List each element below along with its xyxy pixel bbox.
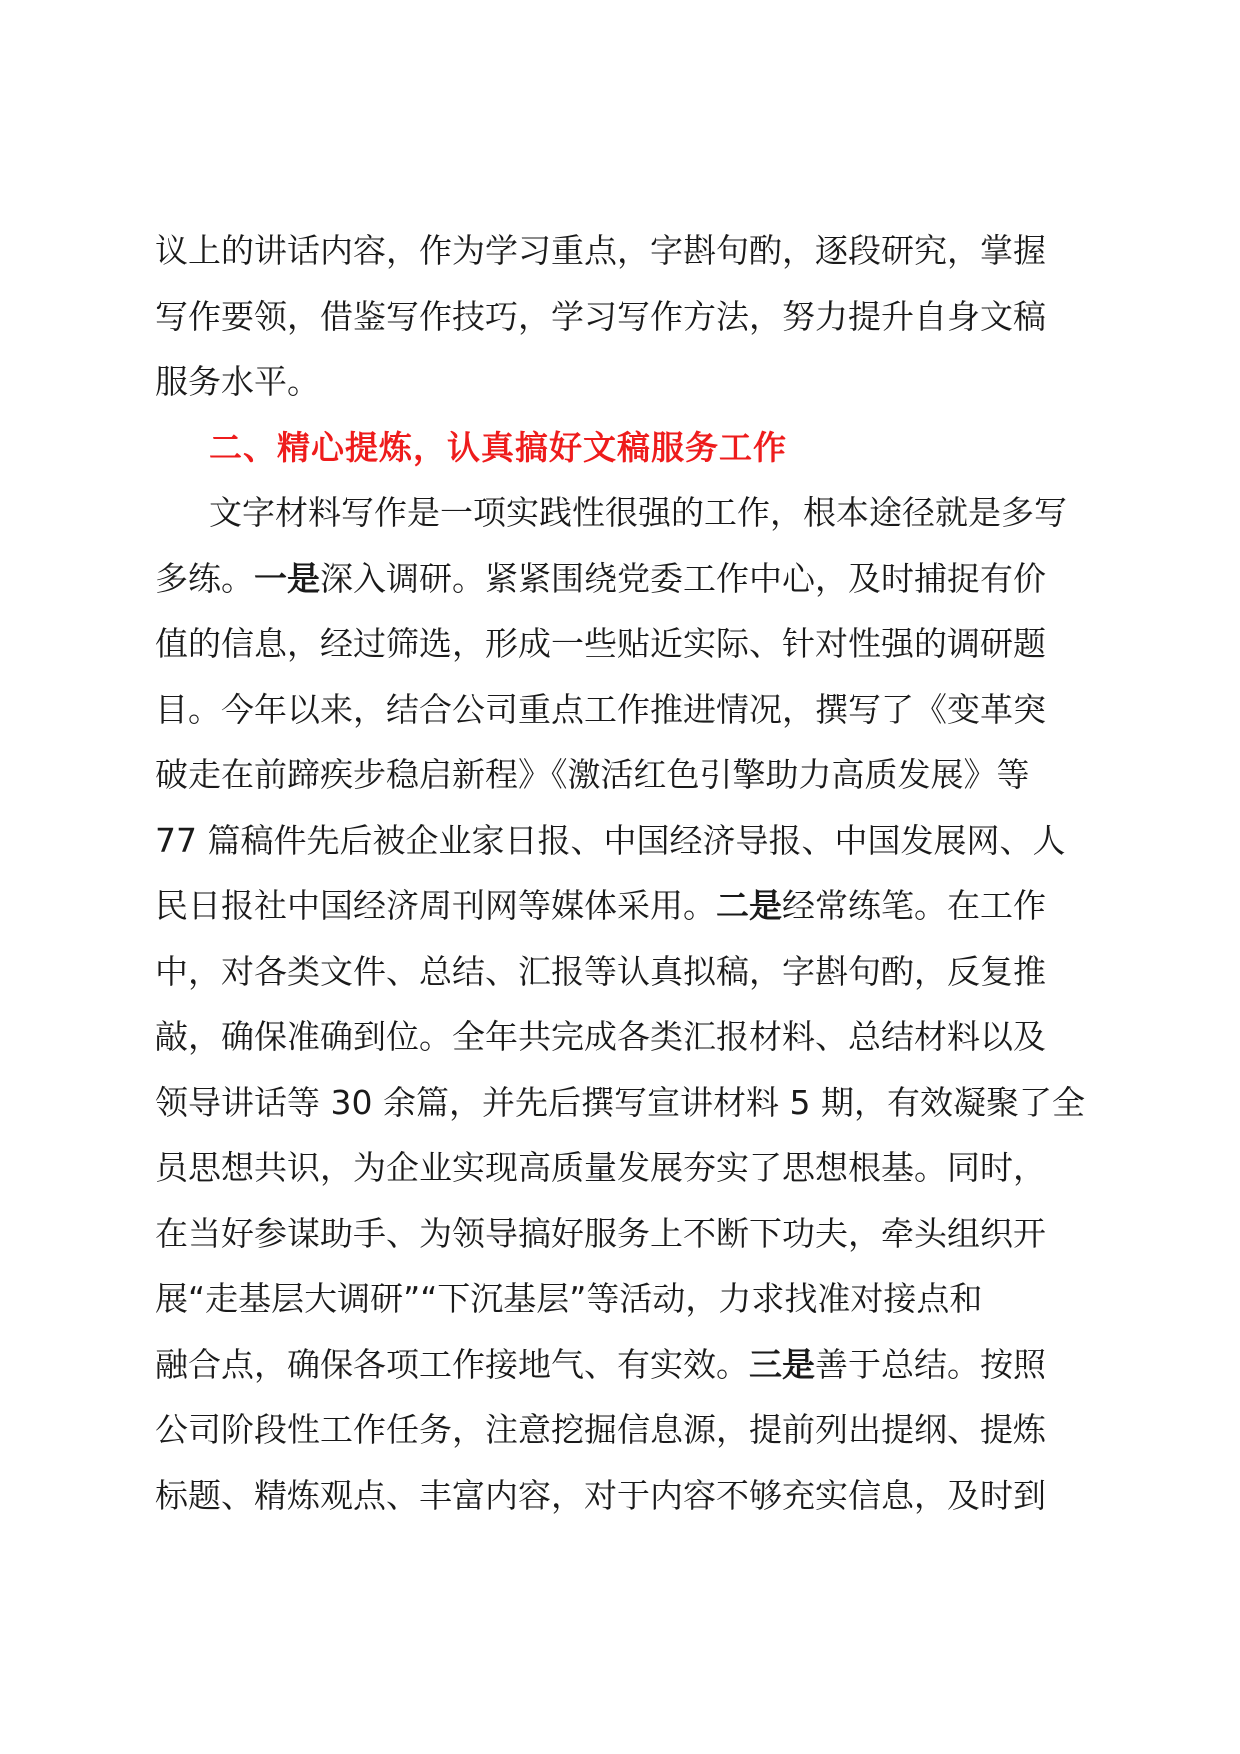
text-line: 敲，确保准确到位。全年共完成各类汇报材料、总结材料以及 <box>155 1017 1046 1056</box>
text-line: 展“走基层大调研”“下沉基层”等活动，力求找准对接点和 <box>155 1279 983 1318</box>
text-segment: 融合点，确保各项工作接地气、有实效。 <box>155 1344 749 1384</box>
text-line <box>155 1332 1095 1398</box>
text-line: 中，对各类文件、总结、汇报等认真拟稿，字斟句酌，反复推 <box>155 951 1046 991</box>
text-line: 标题、精炼观点、丰富内容，对于内容不够充实信息，及时到 <box>155 1475 1046 1515</box>
text-line: 员思想共识，为企业实现高质量发展夯实了思想根基。同时， <box>155 1148 1046 1187</box>
document-body <box>155 218 1095 1528</box>
bold-keyword: 一是 <box>254 558 320 598</box>
text-segment: 深入调研。紧紧围绕党委工作中心，及时捕捉有价 <box>320 558 1046 598</box>
bold-keyword: 二是 <box>716 886 782 925</box>
section-heading: 二、精心提炼，认真搞好文稿服务工作 <box>209 427 787 467</box>
text-line: 文字材料写作是一项实践性很强的工作，根本途径就是多写 <box>209 493 1067 532</box>
text-segment: 经常练笔。在工作 <box>782 886 1046 925</box>
text-line: 议上的讲话内容，作为学习重点，字斟句酌，逐段研究，掌握 <box>155 231 1046 270</box>
text-line: 公司阶段性工作任务，注意挖掘信息源，提前列出提纲、提炼 <box>155 1410 1046 1449</box>
text-line: 破走在前蹄疾步稳启新程》《激活红色引擎助力高质发展》等 <box>155 755 1030 794</box>
text-line: 在当好参谋助手、为领导搞好服务上不断下功夫，牵头组织开 <box>155 1213 1046 1253</box>
text-segment: 民日报社中国经济周刊网等媒体采用。 <box>155 886 716 925</box>
text-line <box>155 873 1095 939</box>
text-line: 值的信息，经过筛选，形成一些贴近实际、针对性强的调研题 <box>155 624 1046 663</box>
text-line: 77 篇稿件先后被企业家日报、中国经济导报、中国发展网、人 <box>155 820 1066 860</box>
text-segment: 善于总结。按照 <box>815 1344 1046 1384</box>
text-line <box>155 546 1095 612</box>
text-segment: 多练。 <box>155 558 254 598</box>
text-line: 服务水平。 <box>155 362 320 401</box>
bold-keyword: 三是 <box>749 1344 815 1384</box>
text-line: 领导讲话等 30 余篇，并先后撰写宣讲材料 5 期，有效凝聚了全 <box>155 1082 1085 1122</box>
text-line: 目。今年以来，结合公司重点工作推进情况，撰写了《变革突 <box>155 689 1046 729</box>
text-line: 写作要领，借鉴写作技巧，学习写作方法，努力提升自身文稿 <box>155 296 1046 336</box>
